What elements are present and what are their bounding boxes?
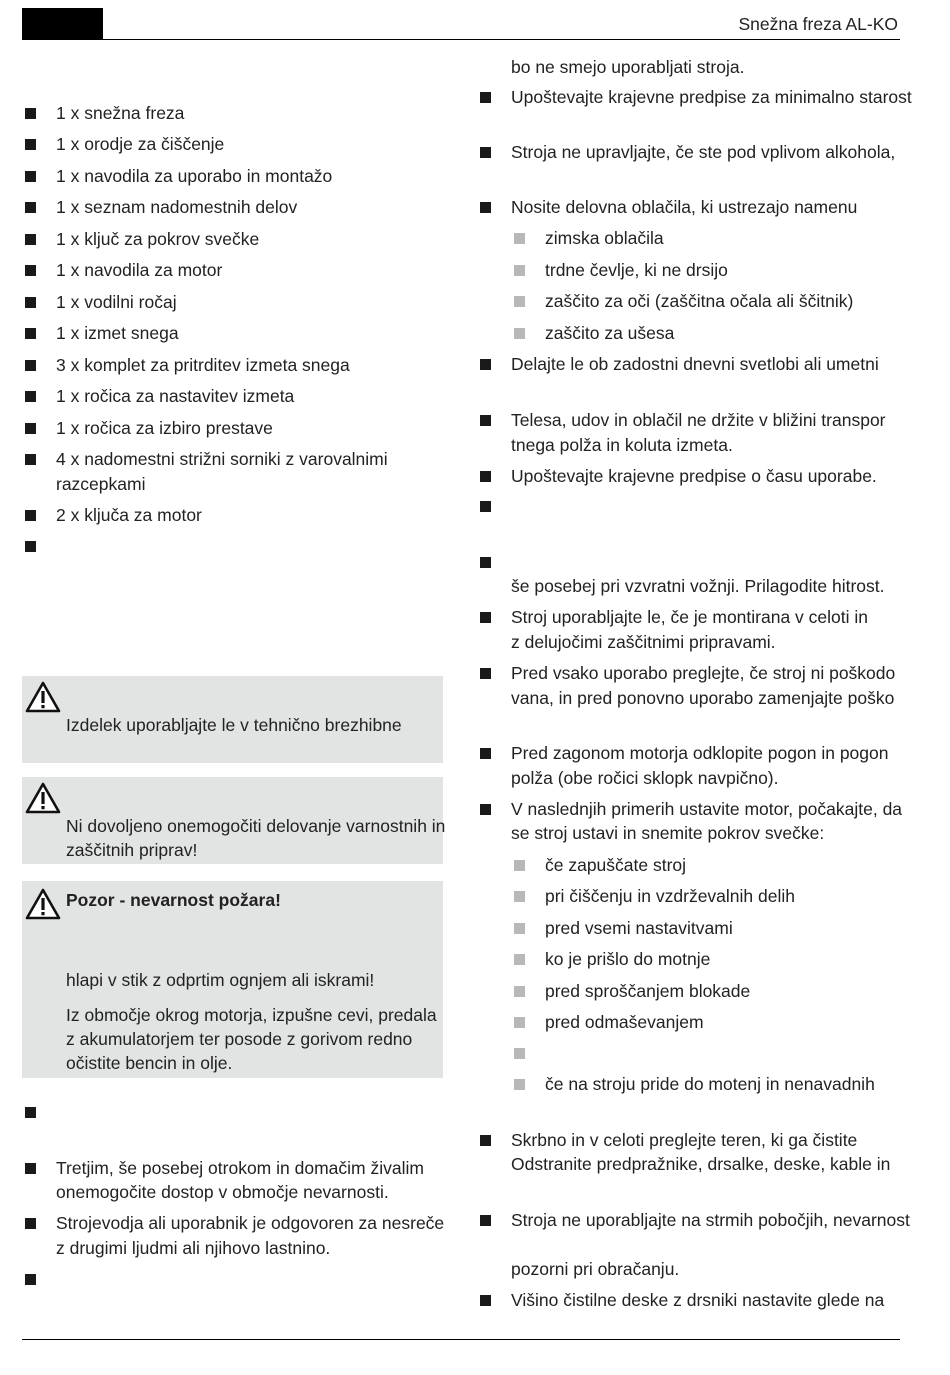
list-item-continuation: še posebej pri vzvratni vožnji. Prilagodite hitrost. — [511, 576, 885, 596]
list-item: 4 x nadomestni strižni sorniki z varovalnimi — [56, 449, 388, 469]
bullet — [480, 1135, 491, 1146]
list-item: Tretjim, še posebej otrokom in domačim živalim — [56, 1158, 424, 1178]
warning-triangle-icon — [25, 681, 61, 713]
warning-triangle-icon — [25, 782, 61, 814]
list-item-continuation: bo ne smejo uporabljati stroja. — [511, 57, 745, 77]
list-item: 2 x ključa za motor — [56, 505, 202, 525]
warning-text: očistite bencin in olje. — [66, 1053, 233, 1073]
warning-text: Iz območje okrog motorja, izpušne cevi, predala — [66, 1005, 437, 1025]
sub-list-item: trdne čevlje, ki ne drsijo — [545, 260, 728, 280]
warning-box-1 — [22, 676, 443, 763]
list-item: 1 x seznam nadomestnih delov — [56, 197, 298, 217]
list-item: Upoštevajte krajevne predpise o času uporabe. — [511, 466, 877, 486]
sub-bullet — [514, 233, 525, 244]
warning-title: Pozor - nevarnost požara! — [66, 890, 281, 910]
list-item-continuation: se stroj ustavi in snemite pokrov svečke: — [511, 823, 825, 843]
list-item: V naslednjih primerih ustavite motor, počakajte, da — [511, 799, 903, 819]
sub-bullet — [514, 296, 525, 307]
bullet — [480, 147, 491, 158]
list-item-continuation: onemogočite dostop v območje nevarnosti. — [56, 1182, 389, 1202]
list-item: Višino čistilne deske z drsniki nastavite glede na — [511, 1290, 885, 1310]
sub-bullet — [514, 923, 525, 934]
fire-warning-box — [22, 881, 443, 1078]
list-item-continuation: polža (obe ročici sklopk navpično). — [511, 768, 779, 788]
sub-bullet — [514, 328, 525, 339]
list-item: 1 x izmet snega — [56, 323, 179, 343]
warning-text: zaščitnih priprav! — [66, 840, 198, 860]
list-item: Skrbno in v celoti preglejte teren, ki ga čistite — [511, 1130, 858, 1150]
bullet — [480, 804, 491, 815]
bullet — [25, 171, 36, 182]
bullet — [25, 391, 36, 402]
bullet — [480, 202, 491, 213]
sub-bullet — [514, 1048, 525, 1059]
sub-bullet — [514, 265, 525, 276]
list-item: 1 x vodilni ročaj — [56, 292, 177, 312]
bullet — [480, 668, 491, 679]
bullet — [25, 1163, 36, 1174]
list-item: Upoštevajte krajevne predpise za minimalno starost — [511, 87, 912, 107]
list-item: Pred vsako uporabo preglejte, če stroj ni poškodo — [511, 663, 896, 683]
header-black-block — [22, 8, 103, 40]
bullet — [25, 1107, 36, 1118]
warning-text: hlapi v stik z odprtim ognjem ali iskrami! — [66, 970, 375, 990]
bullet — [480, 471, 491, 482]
sub-bullet — [514, 860, 525, 871]
list-item-continuation: z delujočimi zaščitnimi pripravami. — [511, 632, 776, 652]
list-item-continuation: razcepkami — [56, 474, 146, 494]
warning-text: Ni dovoljeno onemogočiti delovanje varnostnih in — [66, 816, 446, 836]
warning-box-2 — [22, 777, 446, 864]
bullet — [480, 501, 491, 512]
bullet — [480, 92, 491, 103]
sub-list-item: zaščito za oči (zaščitna očala ali ščitnik) — [545, 291, 854, 311]
sub-list-item: pri čiščenju in vzdrževalnih delih — [545, 886, 795, 906]
list-item: 1 x ključ za pokrov svečke — [56, 229, 260, 249]
list-item: Telesa, udov in oblačil ne držite v bližini transpor — [511, 410, 886, 430]
sub-list-item: ko je prišlo do motnje — [545, 949, 711, 969]
bullet — [25, 328, 36, 339]
bullet — [25, 1274, 36, 1285]
sub-list-item: pred odmaševanjem — [545, 1012, 704, 1032]
footer-rule — [22, 1339, 900, 1340]
list-item: 1 x orodje za čiščenje — [56, 134, 225, 154]
sub-list-item: zimska oblačila — [545, 228, 664, 248]
bullet — [25, 108, 36, 119]
list-item: 1 x snežna freza — [56, 103, 185, 123]
list-item-continuation: vana, in pred ponovno uporabo zamenjajte poško — [511, 688, 895, 708]
bullet — [25, 297, 36, 308]
page-header-title: Snežna freza AL-KO — [738, 14, 898, 34]
list-item: Stroja ne upravljajte, če ste pod vplivom alkohola, — [511, 142, 896, 162]
bullet — [25, 510, 36, 521]
sub-bullet — [514, 1017, 525, 1028]
list-item-continuation: Odstranite predpražnike, drsalke, deske, kable in — [511, 1154, 891, 1174]
list-item: 1 x navodila za uporabo in montažo — [56, 166, 333, 186]
sub-list-item: pred sproščanjem blokade — [545, 981, 751, 1001]
list-item: Strojevodja ali uporabnik je odgovoren za nesreče — [56, 1213, 445, 1233]
warning-text: z akumulatorjem ter posode z gorivom redno — [66, 1029, 413, 1049]
bullet — [25, 423, 36, 434]
sub-bullet — [514, 954, 525, 965]
bullet — [25, 265, 36, 276]
list-item: Stroja ne uporabljajte na strmih pobočjih, nevarnost — [511, 1210, 910, 1230]
bullet — [25, 1218, 36, 1229]
list-item: Pred zagonom motorja odklopite pogon in pogon — [511, 743, 889, 763]
list-item-continuation: pozorni pri obračanju. — [511, 1259, 680, 1279]
bullet — [480, 1215, 491, 1226]
list-item: 1 x ročica za izbiro prestave — [56, 418, 273, 438]
list-item: Delajte le ob zadostni dnevni svetlobi ali umetni — [511, 354, 879, 374]
list-item-continuation: tnega polža in koluta izmeta. — [511, 435, 733, 455]
sub-list-item: če zapuščate stroj — [545, 855, 687, 875]
bullet — [25, 202, 36, 213]
bullet — [25, 454, 36, 465]
list-item-continuation: z drugimi ljudmi ali njihovo lastnino. — [56, 1238, 331, 1258]
warning-text: Izdelek uporabljajte le v tehnično brezhibne — [66, 715, 402, 735]
list-item: Nosite delovna oblačila, ki ustrezajo namenu — [511, 197, 858, 217]
list-item: 1 x ročica za nastavitev izmeta — [56, 386, 295, 406]
list-item: 1 x navodila za motor — [56, 260, 223, 280]
warning-triangle-icon — [25, 888, 61, 920]
sub-list-item: pred vsemi nastavitvami — [545, 918, 733, 938]
bullet — [480, 557, 491, 568]
list-item: Stroj uporabljajte le, če je montirana v celoti in — [511, 607, 868, 627]
bullet — [480, 612, 491, 623]
sub-list-item: zaščito za ušesa — [545, 323, 675, 343]
bullet — [480, 748, 491, 759]
bullet — [25, 139, 36, 150]
sub-bullet — [514, 1079, 525, 1090]
sub-bullet — [514, 986, 525, 997]
header-rule — [22, 39, 900, 40]
sub-list-item: če na stroju pride do motenj in nenavadnih — [545, 1074, 875, 1094]
bullet — [480, 359, 491, 370]
bullet — [25, 360, 36, 371]
bullet — [480, 1295, 491, 1306]
list-item: 3 x komplet za pritrditev izmeta snega — [56, 355, 350, 375]
bullet — [25, 234, 36, 245]
sub-bullet — [514, 891, 525, 902]
bullet — [25, 541, 36, 552]
bullet — [480, 415, 491, 426]
